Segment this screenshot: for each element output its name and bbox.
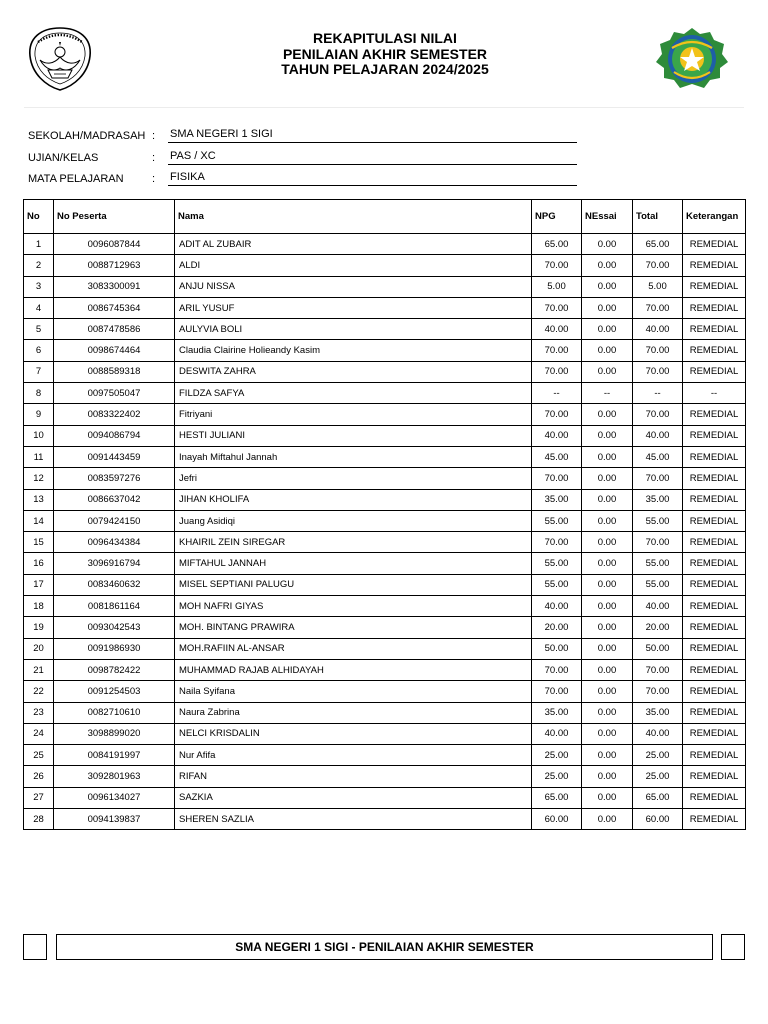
info-row-school: [28, 126, 588, 148]
table-row: [24, 425, 746, 446]
cell-participant-number: 0081861164: [54, 596, 175, 617]
cell-nessai: 0.00: [582, 446, 633, 467]
tut-wuri-handayani-emblem-icon: [24, 24, 96, 94]
cell-remarks: REMEDIAL: [683, 766, 746, 787]
cell-npg: 70.00: [532, 404, 582, 425]
cell-no: 11: [24, 446, 54, 467]
title-line-2: PENILAIAN AKHIR SEMESTER: [282, 45, 488, 62]
cell-remarks: REMEDIAL: [683, 532, 746, 553]
table-row: [24, 468, 746, 489]
cell-remarks: REMEDIAL: [683, 702, 746, 723]
table-row: [24, 574, 746, 595]
cell-participant-number: 3092801963: [54, 766, 175, 787]
cell-total: 70.00: [633, 404, 683, 425]
cell-npg: 55.00: [532, 553, 582, 574]
cell-participant-number: 0094139837: [54, 809, 175, 830]
cell-no: 12: [24, 468, 54, 489]
cell-npg: 70.00: [532, 297, 582, 318]
cell-remarks: REMEDIAL: [683, 297, 746, 318]
cell-npg: 55.00: [532, 510, 582, 531]
cell-npg: 40.00: [532, 596, 582, 617]
info-colon: :: [152, 173, 156, 185]
cell-nessai: 0.00: [582, 638, 633, 659]
grades-table: [23, 199, 746, 830]
cell-nessai: --: [582, 383, 633, 404]
cell-participant-number: 0091443459: [54, 446, 175, 467]
cell-no: 15: [24, 532, 54, 553]
cell-remarks: REMEDIAL: [683, 574, 746, 595]
cell-no: 8: [24, 383, 54, 404]
cell-participant-number: 0098674464: [54, 340, 175, 361]
table-row: [24, 809, 746, 830]
cell-total: 45.00: [633, 446, 683, 467]
cell-name: NELCI KRISDALIN: [175, 723, 532, 744]
cell-participant-number: 0083597276: [54, 468, 175, 489]
cell-no: 2: [24, 255, 54, 276]
cell-name: Inayah Miftahul Jannah: [175, 446, 532, 467]
cell-nessai: 0.00: [582, 297, 633, 318]
cell-remarks: REMEDIAL: [683, 361, 746, 382]
cell-no: 24: [24, 723, 54, 744]
cell-npg: 70.00: [532, 340, 582, 361]
cell-no: 18: [24, 596, 54, 617]
cell-name: Juang Asidiqi: [175, 510, 532, 531]
cell-remarks: REMEDIAL: [683, 234, 746, 255]
cell-participant-number: 0091986930: [54, 638, 175, 659]
table-row: [24, 446, 746, 467]
cell-remarks: REMEDIAL: [683, 489, 746, 510]
cell-participant-number: 0083322402: [54, 404, 175, 425]
cell-remarks: REMEDIAL: [683, 723, 746, 744]
cell-remarks: REMEDIAL: [683, 596, 746, 617]
cell-nessai: 0.00: [582, 340, 633, 361]
cell-total: 35.00: [633, 489, 683, 510]
info-label: SEKOLAH/MADRASAH: [28, 130, 146, 142]
cell-no: 14: [24, 510, 54, 531]
cell-name: ARIL YUSUF: [175, 297, 532, 318]
cell-no: 28: [24, 809, 54, 830]
cell-remarks: REMEDIAL: [683, 745, 746, 766]
cell-remarks: REMEDIAL: [683, 468, 746, 489]
table-header-row: [24, 200, 746, 234]
cell-total: 25.00: [633, 766, 683, 787]
cell-nessai: 0.00: [582, 723, 633, 744]
cell-no: 16: [24, 553, 54, 574]
cell-total: 70.00: [633, 681, 683, 702]
cell-nessai: 0.00: [582, 510, 633, 531]
table-row: [24, 617, 746, 638]
cell-participant-number: 0082710610: [54, 702, 175, 723]
table-row: [24, 659, 746, 680]
cell-name: Claudia Clairine Holieandy Kasim: [175, 340, 532, 361]
title-line-1: REKAPITULASI NILAI: [313, 30, 457, 46]
table-row: [24, 766, 746, 787]
cell-remarks: REMEDIAL: [683, 787, 746, 808]
cell-npg: 45.00: [532, 446, 582, 467]
cell-participant-number: 3083300091: [54, 276, 175, 297]
cell-total: 35.00: [633, 702, 683, 723]
footer-text: SMA NEGERI 1 SIGI - PENILAIAN AKHIR SEMESTER: [56, 934, 713, 960]
cell-nessai: 0.00: [582, 681, 633, 702]
cell-no: 20: [24, 638, 54, 659]
table-row: [24, 276, 746, 297]
cell-total: 70.00: [633, 340, 683, 361]
cell-name: Naila Syifana: [175, 681, 532, 702]
cell-participant-number: 0091254503: [54, 681, 175, 702]
cell-total: 50.00: [633, 638, 683, 659]
cell-nessai: 0.00: [582, 596, 633, 617]
cell-total: 70.00: [633, 659, 683, 680]
cell-total: 60.00: [633, 809, 683, 830]
cell-total: 65.00: [633, 234, 683, 255]
cell-remarks: REMEDIAL: [683, 404, 746, 425]
table-row: [24, 361, 746, 382]
cell-nessai: 0.00: [582, 574, 633, 595]
cell-participant-number: 0096434384: [54, 532, 175, 553]
cell-total: 55.00: [633, 574, 683, 595]
cell-total: 25.00: [633, 745, 683, 766]
table-row: [24, 297, 746, 318]
document-title: [180, 31, 590, 78]
cell-participant-number: 0088712963: [54, 255, 175, 276]
cell-name: Nur Afifa: [175, 745, 532, 766]
footer-right-box: [721, 934, 745, 960]
cell-total: 40.00: [633, 425, 683, 446]
cell-total: 70.00: [633, 532, 683, 553]
cell-participant-number: 0098782422: [54, 659, 175, 680]
cell-remarks: REMEDIAL: [683, 617, 746, 638]
cell-no: 4: [24, 297, 54, 318]
cell-participant-number: 0087478586: [54, 319, 175, 340]
cell-remarks: --: [683, 383, 746, 404]
cell-name: JIHAN KHOLIFA: [175, 489, 532, 510]
cell-nessai: 0.00: [582, 659, 633, 680]
cell-nessai: 0.00: [582, 787, 633, 808]
cell-remarks: REMEDIAL: [683, 425, 746, 446]
cell-npg: 50.00: [532, 638, 582, 659]
column-header-remarks: Keterangan: [683, 200, 746, 234]
table-row: [24, 340, 746, 361]
cell-name: MOH. BINTANG PRAWIRA: [175, 617, 532, 638]
cell-npg: 55.00: [532, 574, 582, 595]
cell-participant-number: 0086745364: [54, 297, 175, 318]
cell-remarks: REMEDIAL: [683, 659, 746, 680]
cell-name: MUHAMMAD RAJAB ALHIDAYAH: [175, 659, 532, 680]
cell-npg: 65.00: [532, 234, 582, 255]
cell-npg: 35.00: [532, 702, 582, 723]
cell-total: 70.00: [633, 361, 683, 382]
cell-npg: 70.00: [532, 255, 582, 276]
cell-nessai: 0.00: [582, 404, 633, 425]
cell-npg: 65.00: [532, 787, 582, 808]
cell-participant-number: 0094086794: [54, 425, 175, 446]
cell-npg: 70.00: [532, 361, 582, 382]
cell-no: 22: [24, 681, 54, 702]
cell-nessai: 0.00: [582, 425, 633, 446]
cell-participant-number: 0096087844: [54, 234, 175, 255]
cell-name: ADIT AL ZUBAIR: [175, 234, 532, 255]
cell-name: RIFAN: [175, 766, 532, 787]
school-emblem-icon: [654, 26, 730, 92]
cell-total: 5.00: [633, 276, 683, 297]
cell-nessai: 0.00: [582, 617, 633, 638]
cell-remarks: REMEDIAL: [683, 809, 746, 830]
table-row: [24, 234, 746, 255]
table-row: [24, 723, 746, 744]
cell-nessai: 0.00: [582, 745, 633, 766]
table-row: [24, 553, 746, 574]
cell-nessai: 0.00: [582, 234, 633, 255]
cell-nessai: 0.00: [582, 766, 633, 787]
cell-name: MOH.RAFIIN AL-ANSAR: [175, 638, 532, 659]
cell-remarks: REMEDIAL: [683, 255, 746, 276]
cell-npg: 70.00: [532, 532, 582, 553]
cell-name: KHAIRIL ZEIN SIREGAR: [175, 532, 532, 553]
cell-name: AULYVIA BOLI: [175, 319, 532, 340]
info-value: FISIKA: [168, 171, 577, 186]
cell-total: 55.00: [633, 553, 683, 574]
cell-participant-number: 0093042543: [54, 617, 175, 638]
info-value: PAS / XC: [168, 150, 577, 165]
cell-name: SHEREN SAZLIA: [175, 809, 532, 830]
cell-total: 20.00: [633, 617, 683, 638]
cell-npg: 25.00: [532, 745, 582, 766]
cell-participant-number: 0084191997: [54, 745, 175, 766]
table-row: [24, 681, 746, 702]
table-body: [24, 234, 746, 830]
cell-nessai: 0.00: [582, 532, 633, 553]
cell-name: ALDI: [175, 255, 532, 276]
cell-no: 5: [24, 319, 54, 340]
info-colon: :: [152, 130, 156, 142]
cell-total: 40.00: [633, 596, 683, 617]
cell-name: FILDZA SAFYA: [175, 383, 532, 404]
cell-participant-number: 0086637042: [54, 489, 175, 510]
cell-nessai: 0.00: [582, 468, 633, 489]
cell-npg: 20.00: [532, 617, 582, 638]
cell-total: 70.00: [633, 468, 683, 489]
cell-participant-number: 0096134027: [54, 787, 175, 808]
table-row: [24, 319, 746, 340]
cell-total: 40.00: [633, 723, 683, 744]
cell-nessai: 0.00: [582, 702, 633, 723]
info-row-exam-class: [28, 148, 588, 170]
column-header-participant-number: No Peserta: [54, 200, 175, 234]
cell-nessai: 0.00: [582, 809, 633, 830]
cell-participant-number: 0088589318: [54, 361, 175, 382]
column-header-name: Nama: [175, 200, 532, 234]
cell-nessai: 0.00: [582, 361, 633, 382]
column-header-npg: NPG: [532, 200, 582, 234]
cell-npg: 70.00: [532, 468, 582, 489]
cell-no: 26: [24, 766, 54, 787]
cell-no: 13: [24, 489, 54, 510]
cell-remarks: REMEDIAL: [683, 553, 746, 574]
cell-no: 1: [24, 234, 54, 255]
cell-total: 70.00: [633, 255, 683, 276]
cell-npg: 40.00: [532, 319, 582, 340]
table-row: [24, 510, 746, 531]
table-row: [24, 638, 746, 659]
cell-nessai: 0.00: [582, 553, 633, 574]
cell-no: 17: [24, 574, 54, 595]
cell-participant-number: 3096916794: [54, 553, 175, 574]
cell-no: 6: [24, 340, 54, 361]
cell-no: 21: [24, 659, 54, 680]
cell-total: --: [633, 383, 683, 404]
column-header-total: Total: [633, 200, 683, 234]
column-header-no: No: [24, 200, 54, 234]
cell-npg: --: [532, 383, 582, 404]
header-divider: [24, 107, 744, 108]
cell-npg: 70.00: [532, 681, 582, 702]
cell-name: MIFTAHUL JANNAH: [175, 553, 532, 574]
cell-nessai: 0.00: [582, 319, 633, 340]
cell-no: 7: [24, 361, 54, 382]
cell-name: MISEL SEPTIANI PALUGU: [175, 574, 532, 595]
cell-remarks: REMEDIAL: [683, 510, 746, 531]
cell-name: HESTI JULIANI: [175, 425, 532, 446]
cell-npg: 70.00: [532, 659, 582, 680]
cell-participant-number: 3098899020: [54, 723, 175, 744]
table-row: [24, 596, 746, 617]
cell-npg: 25.00: [532, 766, 582, 787]
cell-no: 9: [24, 404, 54, 425]
info-label: MATA PELAJARAN: [28, 173, 124, 185]
info-label: UJIAN/KELAS: [28, 151, 99, 164]
cell-total: 40.00: [633, 319, 683, 340]
cell-no: 27: [24, 787, 54, 808]
info-colon: :: [152, 151, 156, 164]
cell-name: DESWITA ZAHRA: [175, 361, 532, 382]
cell-nessai: 0.00: [582, 489, 633, 510]
cell-npg: 5.00: [532, 276, 582, 297]
cell-nessai: 0.00: [582, 255, 633, 276]
cell-name: Jefri: [175, 468, 532, 489]
cell-no: 3: [24, 276, 54, 297]
cell-name: ANJU NISSA: [175, 276, 532, 297]
cell-nessai: 0.00: [582, 276, 633, 297]
cell-participant-number: 0079424150: [54, 510, 175, 531]
cell-no: 25: [24, 745, 54, 766]
table-row: [24, 404, 746, 425]
cell-npg: 40.00: [532, 723, 582, 744]
cell-name: Fitriyani: [175, 404, 532, 425]
cell-total: 65.00: [633, 787, 683, 808]
page-footer: [23, 934, 745, 960]
cell-total: 55.00: [633, 510, 683, 531]
title-line-3: TAHUN PELAJARAN 2024/2025: [281, 61, 489, 77]
cell-no: 23: [24, 702, 54, 723]
cell-npg: 60.00: [532, 809, 582, 830]
table-row: [24, 787, 746, 808]
table-row: [24, 702, 746, 723]
table-row: [24, 255, 746, 276]
cell-name: SAZKIA: [175, 787, 532, 808]
cell-remarks: REMEDIAL: [683, 276, 746, 297]
cell-name: MOH NAFRI GIYAS: [175, 596, 532, 617]
cell-remarks: REMEDIAL: [683, 681, 746, 702]
cell-remarks: REMEDIAL: [683, 638, 746, 659]
table-row: [24, 745, 746, 766]
info-row-subject: [28, 169, 588, 191]
table-row: [24, 489, 746, 510]
footer-left-box: [23, 934, 47, 960]
cell-npg: 40.00: [532, 425, 582, 446]
exam-info: [28, 126, 588, 191]
cell-participant-number: 0097505047: [54, 383, 175, 404]
cell-remarks: REMEDIAL: [683, 340, 746, 361]
column-header-nessai: NEssai: [582, 200, 633, 234]
cell-remarks: REMEDIAL: [683, 319, 746, 340]
info-value: SMA NEGERI 1 SIGI: [168, 128, 577, 143]
cell-no: 19: [24, 617, 54, 638]
cell-npg: 35.00: [532, 489, 582, 510]
cell-total: 70.00: [633, 297, 683, 318]
table-row: [24, 532, 746, 553]
table-row: [24, 383, 746, 404]
cell-participant-number: 0083460632: [54, 574, 175, 595]
cell-name: Naura Zabrina: [175, 702, 532, 723]
cell-no: 10: [24, 425, 54, 446]
cell-remarks: REMEDIAL: [683, 446, 746, 467]
